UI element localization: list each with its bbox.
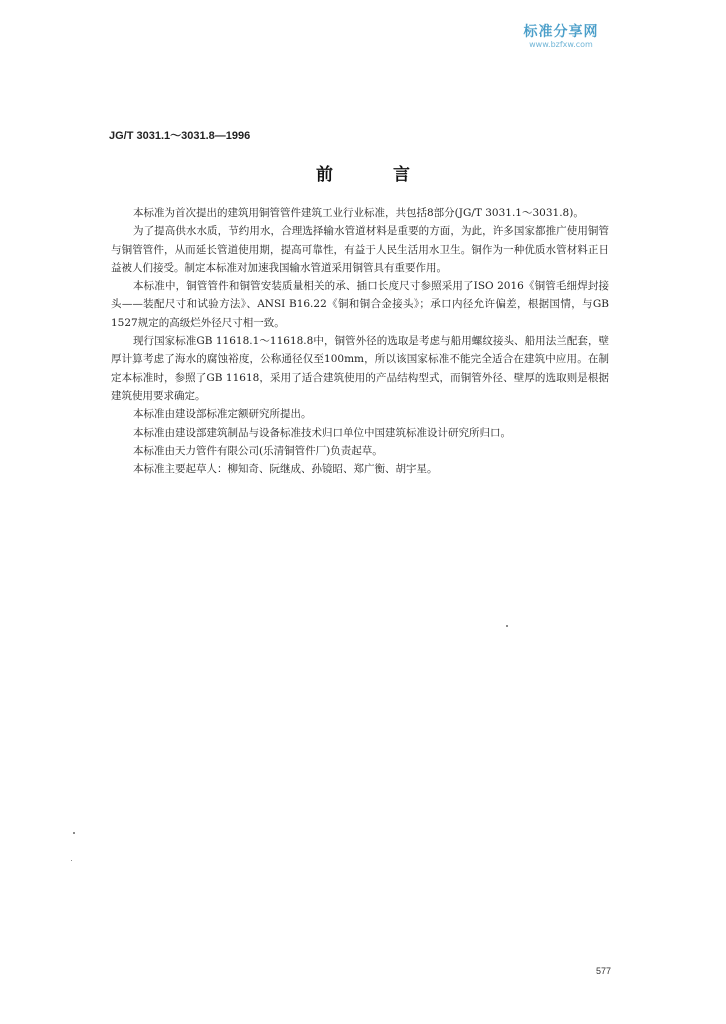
paragraph-national-standard: 现行国家标准GB 11618.1～11618.8中，铜管外径的选取是考虑与船用螺纹接头、船用法兰配套，壁厚计算考虑了海水的腐蚀裕度，公称通径仅至100mm，所以该国家标准不能完全适合在建筑中应用。在制定本标准时，参照了GB 11618，采用了适合建筑使用的产品结构型式，而铜管外径、壁厚的选取则是根据建筑使用要求确定。 bbox=[111, 335, 609, 402]
document-code: JG/T 3031.1～3031.8—1996 bbox=[109, 130, 251, 142]
paragraph-responsible-unit: 本标准由建设部建筑制品与设备标准技术归口单位中国建筑标准设计研究所归口。 bbox=[133, 426, 511, 439]
paragraph-scope: 本标准为首次提出的建筑用铜管管件建筑工业行业标准，共包括8部分(JG/T 3031.1～3031.8)。 bbox=[133, 207, 584, 219]
paragraph-references: 本标准中，铜管管件和铜管安装质量相关的承、插口长度尺寸参照采用了ISO 2016《铜管毛细焊封接头——装配尺寸和试验方法》、ANSI B16.22《铜和铜合金接头》；承口内径允许偏差，根据国情，与GB 1527规定的高级烂外径尺寸相一致。 bbox=[111, 280, 609, 329]
foreword-body bbox=[111, 204, 609, 478]
page-title: 前言 bbox=[316, 165, 470, 185]
scan-speck bbox=[71, 860, 72, 861]
watermark-url: www.bzfxw.com bbox=[529, 40, 593, 49]
scan-speck bbox=[506, 625, 508, 627]
watermark-title: 标准分享网 bbox=[523, 24, 599, 40]
paragraph-drafting-unit: 本标准由天力管件有限公司(乐清铜管件厂)负责起草。 bbox=[133, 444, 383, 457]
scan-speck bbox=[73, 832, 75, 834]
paragraph-purpose: 为了提高供水水质，节约用水，合理选择输水管道材料是重要的方面，为此，许多国家都推广使用铜管与铜管管件，从而延长管道使用期，提高可靠性，有益于人民生活用水卫生。铜作为一种优质水管材料正日益被人们接受。制定本标准对加速我国输水管道采用铜管具有重要作用。 bbox=[111, 225, 609, 274]
watermark-logo bbox=[516, 24, 606, 49]
paragraph-proposer: 本标准由建设部标准定额研究所提出。 bbox=[133, 408, 312, 421]
page-number: 577 bbox=[596, 966, 612, 976]
paragraph-drafters: 本标准主要起草人：柳知奇、阮继成、孙镜昭、郑广衡、胡宇星。 bbox=[133, 463, 438, 476]
